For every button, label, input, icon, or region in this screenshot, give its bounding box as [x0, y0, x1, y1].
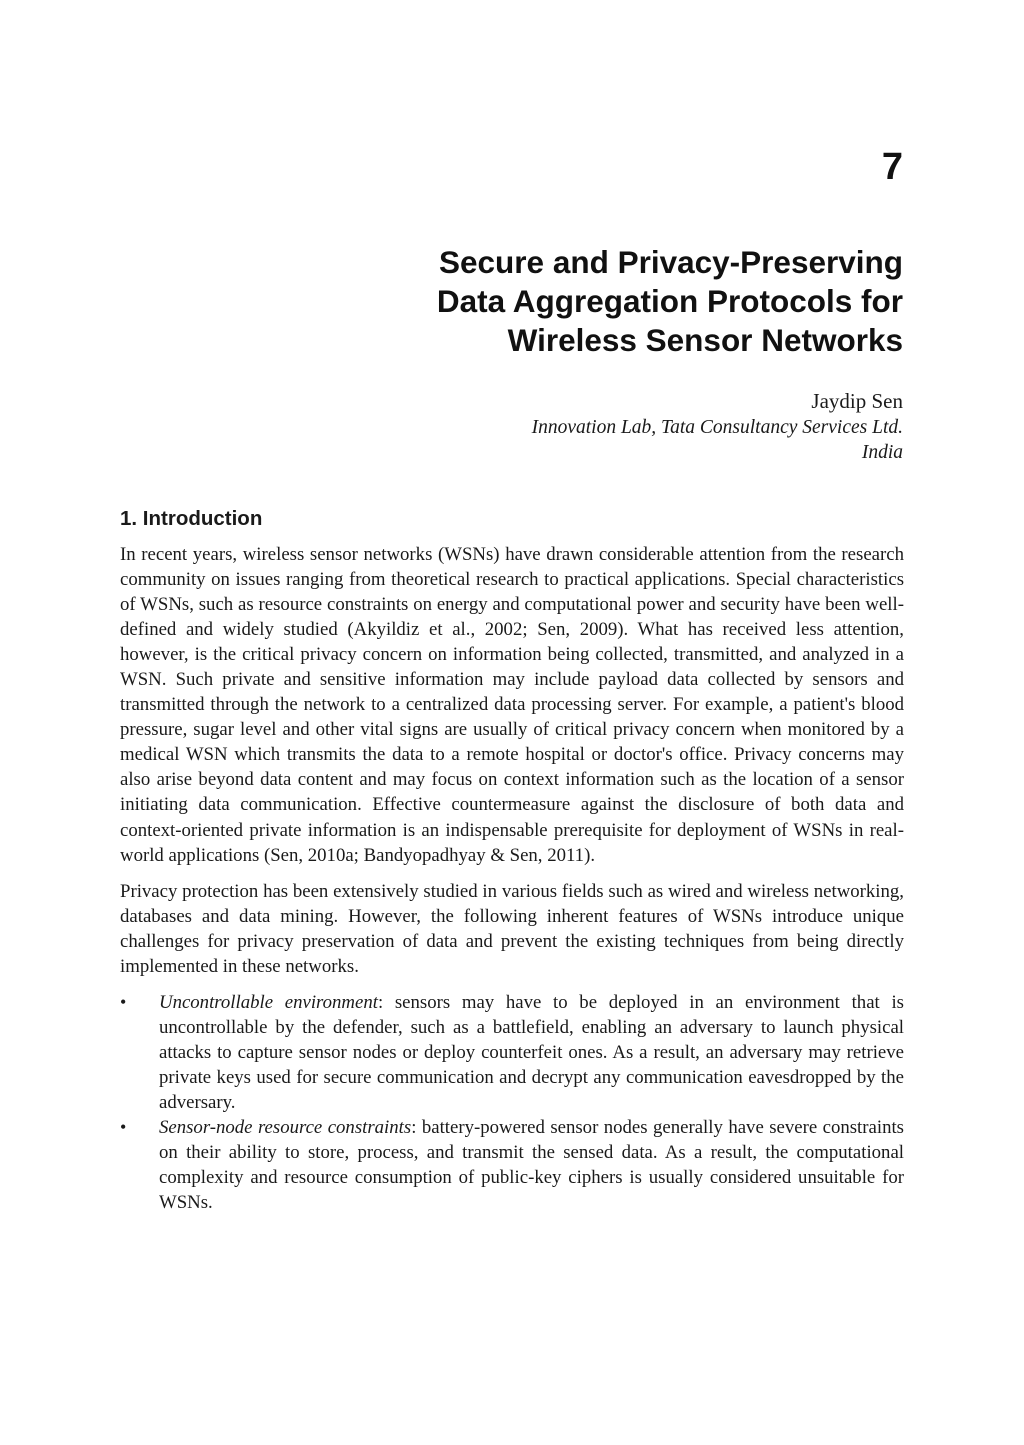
affiliation-line: Innovation Lab, Tata Consultancy Services Ltd.: [531, 417, 903, 438]
chapter-title: [303, 243, 903, 360]
chapter-title-line: Secure and Privacy-Preserving: [439, 244, 903, 280]
author-name: Jaydip Sen: [811, 389, 903, 413]
section-heading: 1. Introduction: [120, 507, 263, 530]
chapter-title-line: Data Aggregation Protocols for: [436, 283, 903, 319]
bullet-icon: •: [120, 1117, 127, 1138]
chapter-number: 7: [881, 146, 903, 188]
bullet-list: [120, 990, 904, 1215]
bullet-item: [120, 990, 904, 1115]
bullet-item: [120, 1115, 904, 1215]
chapter-title-line: Wireless Sensor Networks: [507, 322, 903, 358]
bullet-icon: •: [120, 991, 127, 1012]
bullet-term: Sensor-node resource constraints: [159, 1117, 412, 1139]
bullet-text: : sensors may have to be deployed in an environment that is uncontrollable by the defender, such as a battlefield, enabling an adversary to launch physical attacks to capture sensor nodes or deploy counterfeit ones. As a result, an adversary may retrieve private keys used for secure communication and decrypt any communication eavesdropped by the adversary.: [159, 991, 904, 1113]
author-affiliation: [532, 415, 903, 465]
bullet-text: : battery-powered sensor nodes generally have severe constraints on their ability to store, process, and transmit the sensed data. As a result, the computational complexity and resource consumption of public-key ciphers is usually considered unsuitable for WSNs.: [159, 1117, 904, 1214]
body-paragraph: In recent years, wireless sensor networks (WSNs) have drawn considerable attention from the research community on issues ranging from theoretical research to practical applications. Special characteristics of WSNs, such as resource constraints on energy and computational power and security have been well-defined and widely studied (Akyildiz et al., 2002; Sen, 2009). What has received less attention, however, is the critical privacy concern on information being collected, transmitted, and analyzed in a WSN. Such private and sensitive information may include payload data collected by sensors and transmitted through the network to a centralized data processing server. For example, a patient's blood pressure, sugar level and other vital signs are usually of critical privacy concern when monitored by a medical WSN which transmits the data to a remote hospital or doctor's office. Privacy concerns may also arise beyond data content and may focus on context information such as the location of a sensor initiating data communication. Effective countermeasure against the disclosure of both data and context-oriented private information is an indispensable prerequisite for deployment of WSNs in real-world applications (Sen, 2010a; Bandyopadhyay & Sen, 2011).: [120, 544, 904, 866]
body-paragraph: Privacy protection has been extensively studied in various fields such as wired and wireless networking, databases and data mining. However, the following inherent features of WSNs introduce unique challenges for privacy preservation of data and prevent the existing techniques from being directly implemented in these networks.: [120, 880, 904, 977]
bullet-term: Uncontrollable environment: [159, 991, 378, 1013]
section-body: [120, 542, 904, 1215]
affiliation-line: India: [861, 442, 903, 463]
